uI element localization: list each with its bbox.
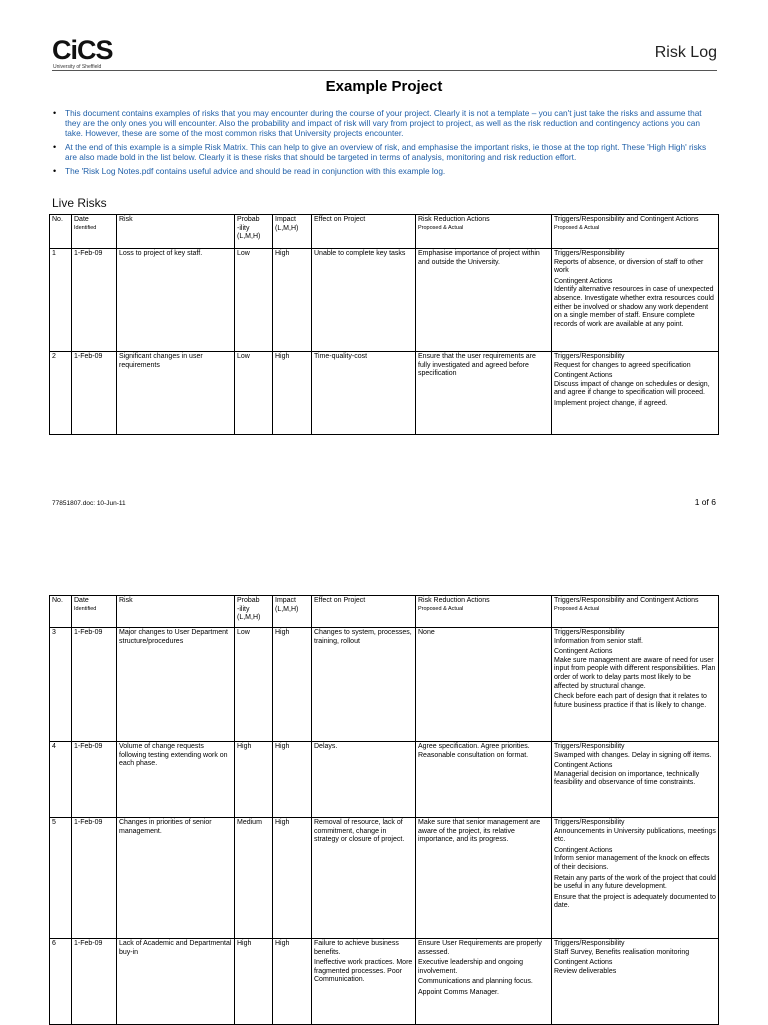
cell-reduction [416,352,552,435]
cell-risk: Major changes to User Department structure/procedures [117,628,235,742]
cell-effect [312,628,416,742]
cell-date: 1-Feb-09 [72,742,117,818]
header-reduction: Risk Reduction Actions Proposed & Actual [416,596,552,628]
contingent-text: Retain any parts of the work of the project that could be useful in any future development. [554,874,716,891]
page-header [52,36,717,71]
contingent-text: Check before each part of design that it relates to future business practice if that is likely to change. [554,693,707,709]
cell-triggers [552,352,719,435]
page-2 [0,580,768,1024]
reduction-text: Make sure that senior management are aware of the project, its relative importance, and its progress. [418,819,541,844]
contingent-heading: Contingent Actions [554,372,613,380]
reduction-text: Emphasise importance of project within and outside the University. [418,250,540,266]
triggers-heading: Triggers/Responsibility [554,353,625,360]
header-date: Date Identified [72,596,117,628]
effect-text: Time-quality-cost [314,353,368,360]
cell-reduction [416,939,552,1025]
cell-probability: High [235,939,273,1025]
table-header-row [50,596,719,628]
reduction-text: Communications and planning focus. [418,978,533,986]
triggers-heading: Triggers/Responsibility [554,629,625,636]
cell-reduction [416,742,552,818]
table-header-row [50,215,719,249]
contingent-text: Identify alternative resources in case of unexpected absence. Investigate whether extra resources could either be involved or shadow any work dependent on a single member of staff. Ensure complete records of work are available at any point. [554,286,714,328]
cell-effect [312,249,416,352]
reduction-text: Ensure that the user requirements are fully investigated and agreed before specification [418,353,536,378]
table-row [50,352,719,435]
logo-text: CiCS [52,35,113,65]
cell-risk: Significant changes in user requirements [117,352,235,435]
cell-date: 1-Feb-09 [72,249,117,352]
cell-triggers [552,628,719,742]
contingent-text: Implement project change, if agreed. [554,399,668,407]
table-row [50,939,719,1025]
header-effect: Effect on Project [312,596,416,628]
triggers-heading: Triggers/Responsibility [554,743,625,750]
table-row [50,818,719,939]
contingent-text: Inform senior management of the knock on effects of their decisions. [554,855,710,871]
contingent-text: Ensure that the project is adequately documented to date. [554,893,716,910]
cell-impact: High [273,939,312,1025]
risk-table [49,595,719,1025]
cell-effect [312,818,416,939]
table-row [50,742,719,818]
reduction-text: Appoint Comms Manager. [418,988,499,996]
contingent-heading: Contingent Actions [554,277,613,285]
header-no: No. [50,596,72,628]
reduction-text: Agree specification. Agree priorities. Reasonable consultation on format. [418,743,530,759]
table-row [50,249,719,352]
footer-page-number: 1 of 6 [694,497,716,507]
contingent-text: Make sure management are aware of need for user input from people with different responsibilities. Plan order of work to delay parts most likely to be affected by structural change. [554,656,716,690]
cell-no: 1 [50,249,72,352]
header-no: No. [50,215,72,249]
page-title: Example Project [325,78,443,95]
bullet-icon: • [53,166,57,176]
cell-date: 1-Feb-09 [72,818,117,939]
cell-risk: Volume of change requests following testing extending work on each phase. [117,742,235,818]
cell-reduction [416,818,552,939]
effect-text: Changes to system, processes, training, rollout [314,629,412,645]
cell-probability: Low [235,352,273,435]
cell-no: 5 [50,818,72,939]
contingent-text: Discuss impact of change on schedules or design, and agree if change to specification will proceed. [554,380,710,397]
cell-risk: Changes in priorities of senior management. [117,818,235,939]
contingent-text: Review deliverables [554,967,617,975]
header-probability: Probab -ility (L,M,H) [235,215,273,249]
table-row [50,628,719,742]
reduction-text: None [418,629,435,636]
cell-no: 4 [50,742,72,818]
triggers-heading: Triggers/Responsibility [554,250,625,257]
note-item: • The 'Risk Log Notes.pdf contains useful advice and should be read in conjunction with this example log. [53,166,446,176]
effect-text: Ineffective work practices. More fragmented processes. Poor Communication. [314,959,413,984]
contingent-heading: Contingent Actions [554,648,613,656]
cell-date: 1-Feb-09 [72,939,117,1025]
header-effect: Effect on Project [312,215,416,249]
cell-impact: High [273,352,312,435]
cics-logo [52,36,113,70]
triggers-text: Announcements in University publications, meetings etc. [554,827,716,844]
triggers-text: Swamped with changes. Delay in signing off items. [554,751,712,759]
cell-probability: Low [235,628,273,742]
header-reduction: Risk Reduction Actions Proposed & Actual [416,215,552,249]
cell-impact: High [273,249,312,352]
cell-reduction [416,628,552,742]
header-date: Date Identified [72,215,117,249]
triggers-text: Request for changes to agreed specification [554,361,691,369]
contingent-heading: Contingent Actions [554,846,613,854]
cell-no: 2 [50,352,72,435]
cell-probability: High [235,742,273,818]
note-item: • This document contains examples of risks that you may encounter during the course of your project. Clearly it is not a template – you can't just take the risks and assume that they are the only ones you will encounter. Also the probability and impact of risk will vary from project to project, as well as the risk reduction and contingency actions you can take. However, these are some of the most common risks that University projects encounter. [53,108,702,138]
cell-triggers [552,249,719,352]
notes-list [52,108,718,180]
cell-impact: High [273,628,312,742]
cell-probability: Medium [235,818,273,939]
cell-impact: High [273,742,312,818]
cell-triggers [552,939,719,1025]
cell-effect [312,742,416,818]
contingent-text: Managerial decision on importance, technically feasibility and observance of time constraints. [554,770,700,787]
document-type: Risk Log [654,44,717,61]
section-title: Live Risks [52,196,107,210]
cell-reduction [416,249,552,352]
reduction-text: Executive leadership and ongoing involvement. [418,959,524,975]
triggers-text: Reports of absence, or diversion of staff to other work [554,258,704,275]
cell-date: 1-Feb-09 [72,352,117,435]
triggers-text: Staff Survey, Benefits realisation monitoring [554,948,690,956]
cell-effect [312,939,416,1025]
note-item: • At the end of this example is a simple Risk Matrix. This can help to give an overview of risk, and emphasise the important risks, ie those at the top right. These 'High High' risks are also made bold in the list below. Clearly it is these risks that should be targeted in terms of analysis, monitoring and risk reduction effort. [53,142,707,162]
effect-text: Failure to achieve business benefits. [314,940,399,956]
triggers-heading: Triggers/Responsibility [554,819,625,826]
header-impact: Impact (L,M,H) [273,596,312,628]
cell-date: 1-Feb-09 [72,628,117,742]
contingent-heading: Contingent Actions [554,762,613,770]
bullet-icon: • [53,108,57,118]
effect-text: Delays. [314,743,338,750]
cell-risk: Lack of Academic and Departmental buy-in [117,939,235,1025]
logo-subtext: University of Sheffield [53,64,102,70]
cell-triggers [552,818,719,939]
cell-effect [312,352,416,435]
header-triggers: Triggers/Responsibility and Contingent Actions Proposed & Actual [552,596,719,628]
contingent-heading: Contingent Actions [554,959,613,967]
cell-triggers [552,742,719,818]
cell-no: 6 [50,939,72,1025]
effect-text: Removal of resource, lack of commitment, change in strategy or closure of project. [314,819,405,844]
header-risk: Risk [117,596,235,628]
effect-text: Unable to complete key tasks [314,250,406,257]
header-risk: Risk [117,215,235,249]
footer-doc-ref: 77851807.doc: 10-Jun-11 [52,500,126,507]
cell-risk: Loss to project of key staff. [117,249,235,352]
cell-no: 3 [50,628,72,742]
reduction-text: Ensure User Requirements are properly assessed. [418,940,542,956]
risk-table [49,214,719,435]
triggers-heading: Triggers/Responsibility [554,940,625,947]
header-probability: Probab -ility (L,M,H) [235,596,273,628]
header-triggers: Triggers/Responsibility and Contingent Actions Proposed & Actual [552,215,719,249]
triggers-text: Information from senior staff. [554,637,643,645]
header-impact: Impact (L,M,H) [273,215,312,249]
bullet-icon: • [53,142,57,152]
cell-probability: Low [235,249,273,352]
cell-impact: High [273,818,312,939]
